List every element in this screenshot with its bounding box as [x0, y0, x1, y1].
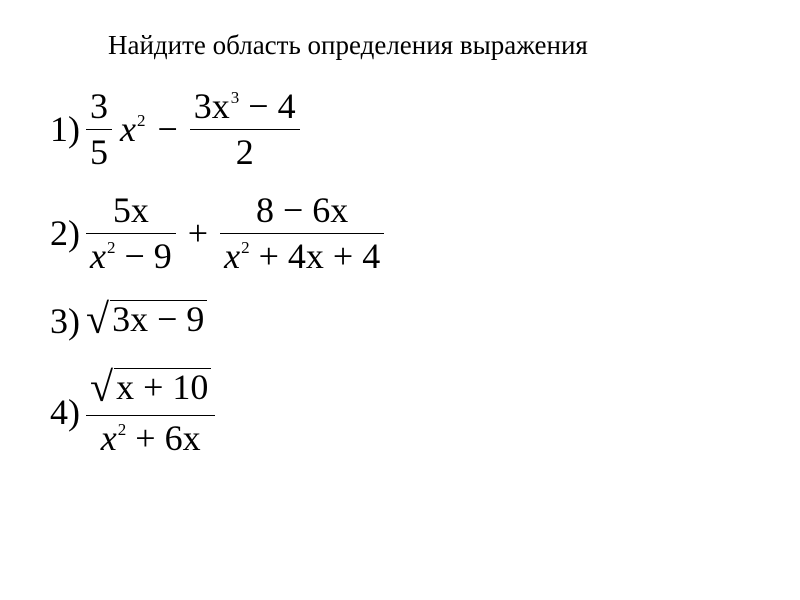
item-number: 1): [50, 109, 80, 149]
denominator: 2: [235, 132, 254, 172]
fraction-bar: [86, 415, 215, 416]
expression-2: [50, 192, 384, 274]
denominator: 5: [90, 132, 108, 172]
numerator: 8 − 6x: [256, 190, 349, 230]
expression-3: [50, 297, 207, 343]
fraction-bar: [190, 129, 300, 130]
item-number: 4): [50, 392, 80, 432]
page-title: Найдите область определения выражения: [108, 30, 588, 60]
numerator: 5x: [112, 190, 149, 230]
square-root: [90, 365, 211, 411]
operator: −: [157, 109, 178, 149]
fraction: [220, 192, 384, 274]
radicand: 3x − 9: [110, 300, 207, 342]
fraction: [86, 88, 112, 170]
fraction-bar: [86, 129, 112, 130]
numerator: [86, 365, 215, 411]
expression-1: [50, 88, 300, 170]
fraction-bar: [86, 233, 176, 234]
term: $x^2$: [120, 109, 146, 149]
expression-4: [50, 365, 215, 458]
fraction: [86, 192, 176, 274]
square-root: [86, 297, 207, 343]
fraction-bar: [220, 233, 384, 234]
radicand: x + 10: [114, 368, 211, 410]
operator: +: [187, 213, 209, 253]
fraction: [86, 365, 215, 458]
numerator: 3: [90, 86, 108, 126]
numerator: $3x^3 - 4$: [193, 86, 296, 126]
denominator: $x^2 + 4x + 4$: [224, 236, 381, 276]
fraction: [190, 88, 300, 170]
item-number: 3): [50, 301, 80, 341]
radical-sign-icon: √: [90, 365, 114, 411]
denominator: $x^2 + 6x$: [100, 418, 201, 458]
item-number: 2): [50, 213, 80, 253]
radical-sign-icon: √: [86, 297, 110, 343]
denominator: $x^2 - 9$: [90, 236, 172, 276]
